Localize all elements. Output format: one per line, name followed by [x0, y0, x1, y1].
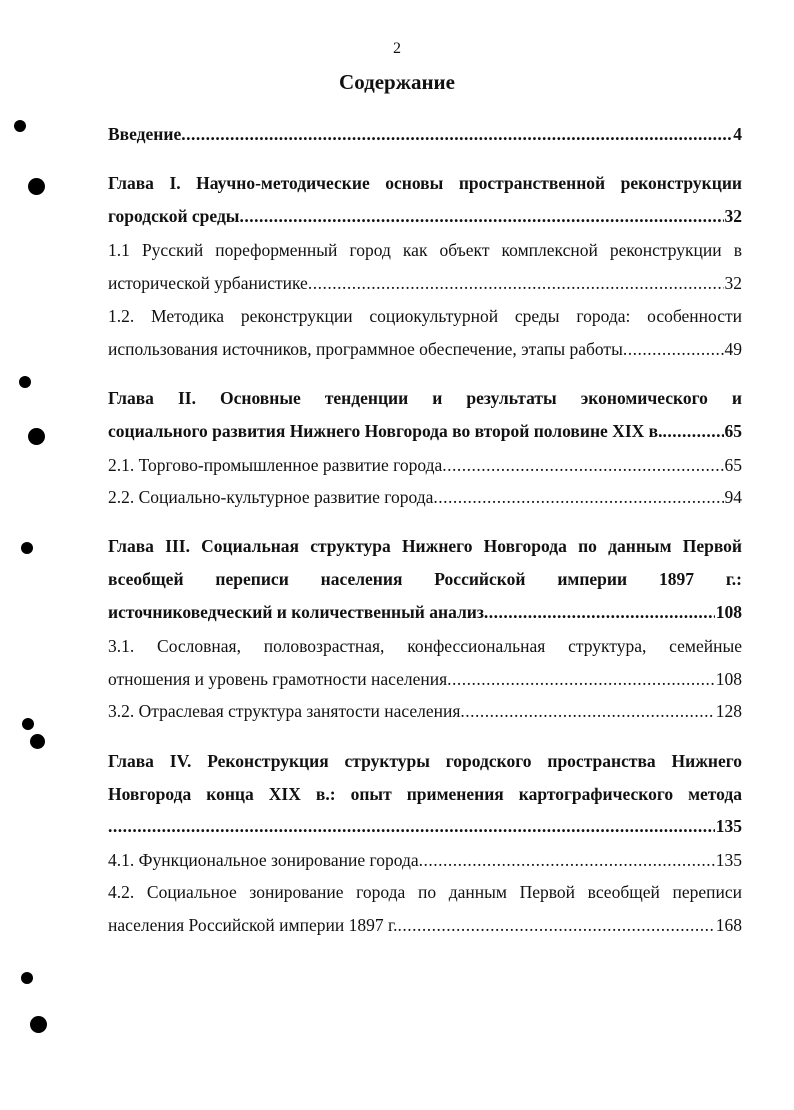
toc-section-3-2[interactable] — [108, 700, 742, 722]
toc-entry-label: 3.2. Отраслевая структура занятости населения — [108, 701, 461, 721]
toc-page-number: 4 — [733, 124, 742, 144]
punch-hole-mark — [28, 428, 45, 445]
toc-chapter-3-title-cont[interactable]: всеобщей переписи населения Российской империи 1897 г.: — [108, 569, 742, 589]
toc-page-number: 32 — [724, 273, 742, 293]
toc-section-1-2-title[interactable]: 1.2. Методика реконструкции социокультурной среды города: особенности — [108, 306, 742, 326]
toc-entry-label: Введение — [108, 124, 182, 144]
toc-section-3-1-end[interactable] — [108, 668, 742, 690]
toc-leader-dots — [460, 700, 714, 722]
toc-leader-dots — [419, 849, 715, 871]
punch-hole-mark — [30, 734, 45, 749]
toc-page-number: 32 — [724, 206, 742, 226]
toc-leader-dots — [662, 420, 723, 442]
toc-leader-dots — [308, 272, 724, 294]
toc-section-4-1[interactable] — [108, 849, 742, 871]
toc-leader-dots — [447, 668, 715, 690]
toc-entry-label: 2.1. Торгово-промышленное развитие города — [108, 455, 443, 475]
toc-leader-dots — [442, 454, 723, 476]
toc-entry-label: социального развития Нижнего Новгорода во второй половине XIX в. — [108, 421, 663, 441]
toc-chapter-4-title[interactable]: Глава IV. Реконструкция структуры городского пространства Нижнего — [108, 751, 742, 771]
toc-chapter-4-end[interactable] — [108, 815, 742, 837]
toc-entry-intro[interactable] — [108, 123, 742, 145]
toc-page-number: 49 — [724, 339, 742, 359]
toc-section-1-2-end[interactable] — [108, 338, 742, 360]
page-title: Содержание — [339, 70, 455, 94]
toc-entry-label: исторической урбанистике — [108, 273, 308, 293]
toc-page-number: 65 — [724, 421, 742, 441]
toc-leader-dots — [484, 601, 715, 623]
punch-hole-mark — [14, 120, 26, 132]
toc-leader-dots — [433, 486, 723, 508]
punch-hole-mark — [21, 972, 33, 984]
toc-entry-label: источниковедческий и количественный анализ — [108, 602, 484, 622]
punch-hole-mark — [19, 376, 31, 388]
toc-section-4-2-end[interactable] — [108, 914, 742, 936]
punch-hole-mark — [22, 718, 34, 730]
toc-page-number: 65 — [724, 455, 742, 475]
toc-section-3-1-title[interactable]: 3.1. Сословная, половозрастная, конфессиональная структура, семейные — [108, 636, 742, 656]
toc-entry-label: населения Российской империи 1897 г. — [108, 915, 398, 935]
toc-entry-label: использования источников, программное обеспечение, этапы работы — [108, 339, 623, 359]
toc-chapter-3-end[interactable] — [108, 601, 742, 623]
toc-chapter-1-title[interactable]: Глава I. Научно-методические основы пространственной реконструкции — [108, 173, 742, 193]
toc-leader-dots — [398, 914, 715, 936]
toc-section-1-1-end[interactable] — [108, 272, 742, 294]
toc-entry-label: 2.2. Социально-культурное развитие города — [108, 487, 434, 507]
toc-entry-label: 4.1. Функциональное зонирование города — [108, 850, 419, 870]
toc-leader-dots — [623, 338, 724, 360]
toc-leader-dots — [239, 205, 723, 227]
toc-section-2-1[interactable] — [108, 454, 742, 476]
toc-entry-label: отношения и уровень грамотности населения — [108, 669, 448, 689]
toc-section-2-2[interactable] — [108, 486, 742, 508]
toc-chapter-2-title[interactable]: Глава II. Основные тенденции и результаты экономического и — [108, 388, 742, 408]
toc-chapter-2-end[interactable] — [108, 420, 742, 442]
toc-chapter-3-title[interactable]: Глава III. Социальная структура Нижнего Новгорода по данным Первой — [108, 536, 742, 556]
punch-hole-mark — [30, 1016, 47, 1033]
toc-entry-label: городской среды — [108, 206, 240, 226]
toc-page-number: 135 — [715, 816, 742, 836]
punch-hole-mark — [21, 542, 33, 554]
toc-page-number: 135 — [715, 850, 742, 870]
punch-hole-mark — [28, 178, 45, 195]
toc-chapter-4-title-cont[interactable]: Новгорода конца XIX в.: опыт применения картографического метода — [108, 784, 742, 804]
toc-page-number: 108 — [715, 602, 742, 622]
toc-leader-dots — [108, 815, 715, 837]
toc-section-4-2-title[interactable]: 4.2. Социальное зонирование города по данным Первой всеобщей переписи — [108, 882, 742, 902]
toc-page-number: 108 — [715, 669, 742, 689]
toc-chapter-1-end[interactable] — [108, 205, 742, 227]
page-number: 2 — [393, 40, 401, 57]
toc-page-number: 168 — [715, 915, 742, 935]
toc-page-number: 128 — [715, 701, 742, 721]
toc-leader-dots — [181, 123, 732, 145]
toc-section-1-1-title[interactable]: 1.1 Русский пореформенный город как объект комплексной реконструкции в — [108, 240, 742, 260]
toc-page-number: 94 — [724, 487, 742, 507]
